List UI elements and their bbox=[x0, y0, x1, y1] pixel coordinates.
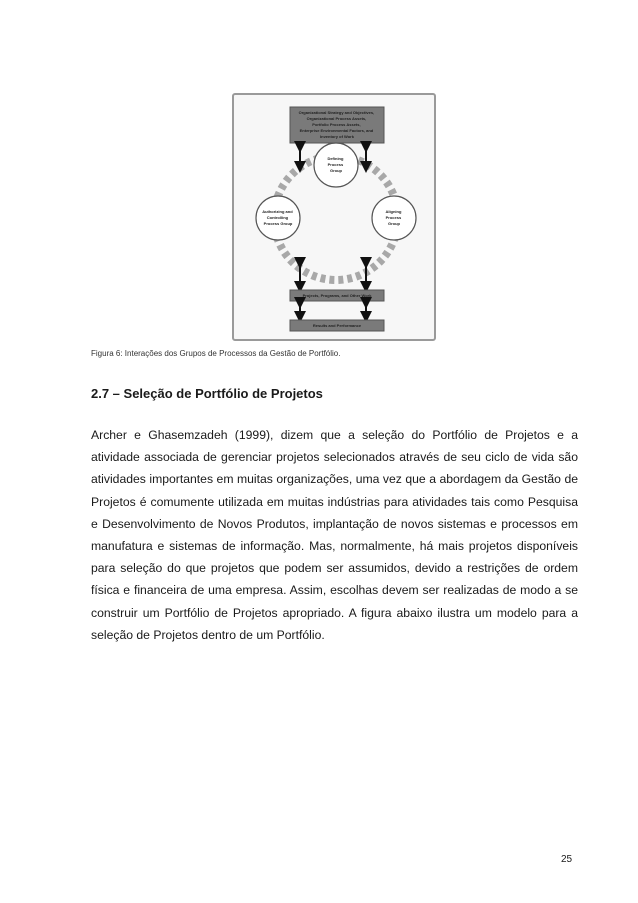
aligning-text: Aligning Process Group bbox=[385, 209, 402, 226]
projects-box-text: Projects, Programs, and Other Work bbox=[302, 293, 372, 298]
section-title: 2.7 – Seleção de Portfólio de Projetos bbox=[91, 386, 323, 401]
body-paragraph: Archer e Ghasemzadeh (1999), dizem que a seleção do Portfólio de Projetos e a atividade associada de gerenciar projetos selecionados através de seu ciclo de vida são atividades importantes em muitas organizações, uma vez que a abordagem da Gestão de Projetos é comumente utilizada em muitas indústrias para atividades tais como Pesquisa e Desenvolvimento de Novos Produtos, implantação de novos sistemas e processos em manufatura e sistemas de informação. Mas, normalmente, há mais projetos disponíveis para seleção do que projetos que podem ser assumidos, devido a restrições de ordem física e financeira de uma empresa. Assim, escolhas devem ser realizadas de modo a se construir um Portfólio de Projetos apropriado. A figura abaixo ilustra um modelo para a seleção de Projetos dentro de um Portfólio. bbox=[91, 428, 578, 642]
results-box-text: Results and Performance bbox=[312, 323, 362, 328]
process-groups-diagram bbox=[234, 95, 438, 343]
defining-text: Defining Process Group bbox=[327, 156, 344, 173]
authorizing-text: Authorizing and Controlling Process Group bbox=[262, 209, 293, 226]
figure-caption: Figura 6: Interações dos Grupos de Processos da Gestão de Portfólio. bbox=[91, 349, 341, 358]
portfolio-process-figure bbox=[232, 93, 436, 341]
page-number: 25 bbox=[561, 854, 573, 865]
strategy-box-text: Organizational Strategy and Objectives, Organizational Process Assets, Portfolio Process Assets, Enterprise Environmental Factors, and Inventory of Work bbox=[298, 110, 375, 139]
